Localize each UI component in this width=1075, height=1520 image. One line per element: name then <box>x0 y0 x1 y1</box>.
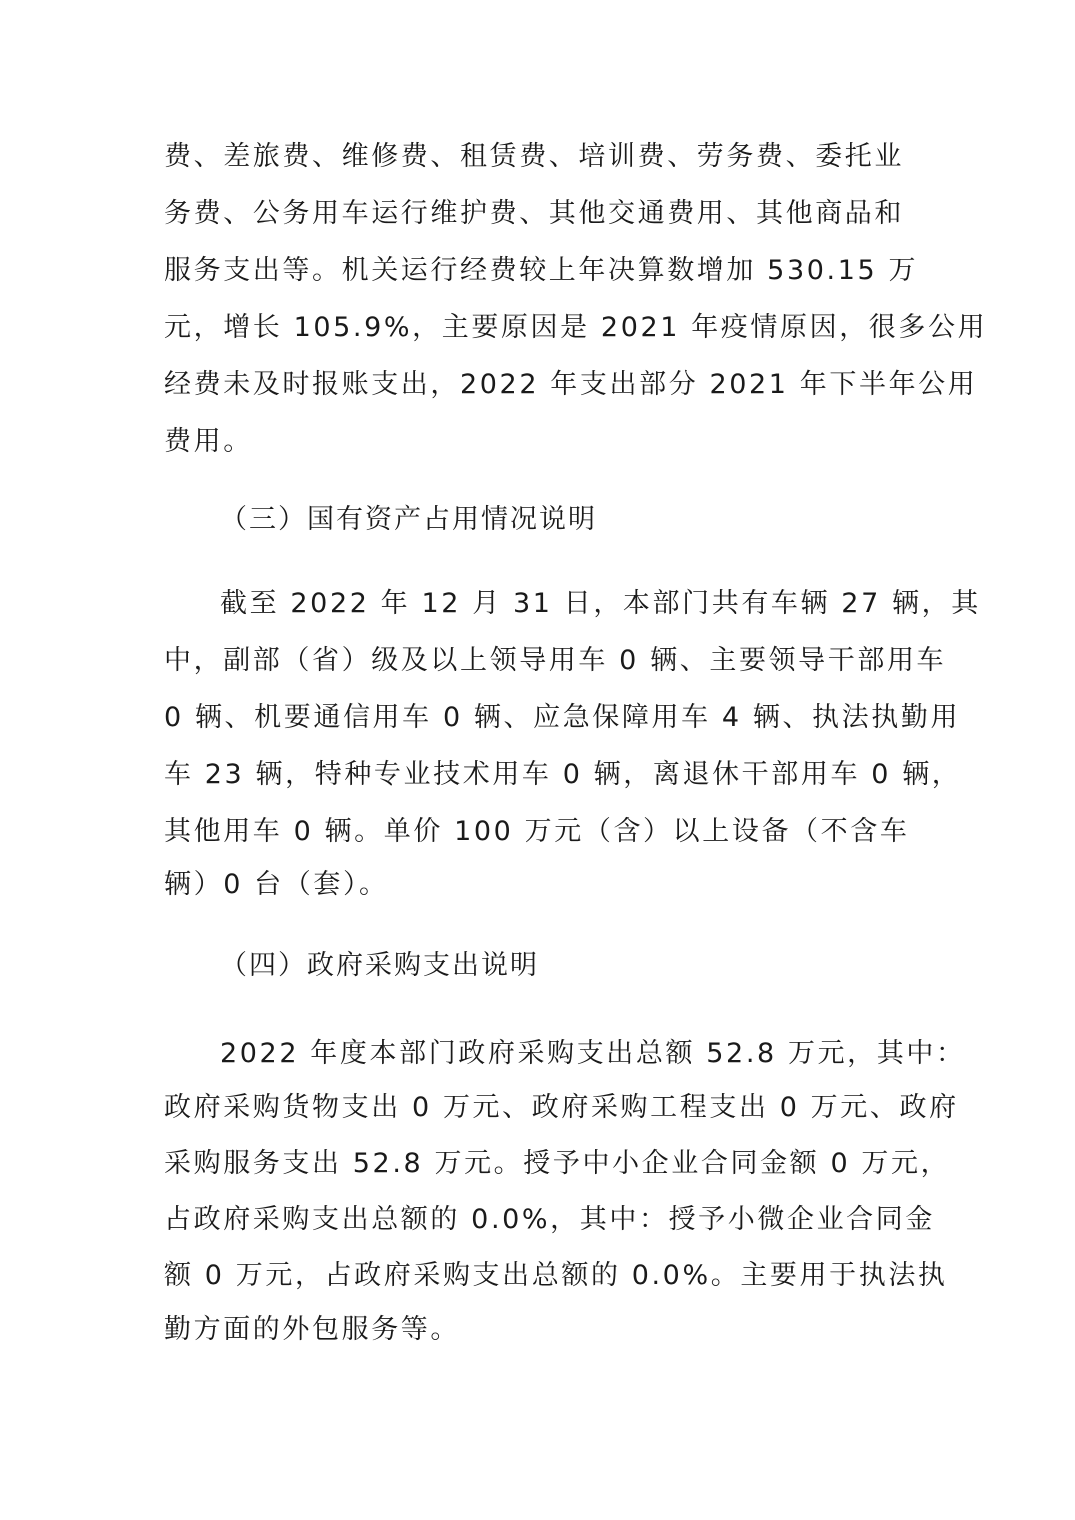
text-line: 辆）0 台（套）。 <box>164 869 389 900</box>
text-line: 占政府采购支出总额的 0.0%，其中：授予小微企业合同金 <box>164 1204 935 1235</box>
text-line: 服务支出等。机关运行经费较上年决算数增加 530.15 万 <box>164 255 919 286</box>
text-line: 中，副部（省）级及以上领导用车 0 辆、主要领导干部用车 <box>164 645 947 676</box>
text-line: 政府采购货物支出 0 万元、政府采购工程支出 0 万元、政府 <box>164 1092 959 1123</box>
text-line: 额 0 万元，占政府采购支出总额的 0.0%。主要用于执法执 <box>164 1260 948 1291</box>
text-line: 务费、公务用车运行维护费、其他交通费用、其他商品和 <box>164 198 904 229</box>
section-heading-government-procurement: （四）政府采购支出说明 <box>220 950 539 981</box>
text-line: 其他用车 0 辆。单价 100 万元（含）以上设备（不含车 <box>164 816 910 847</box>
text-line: 费用。 <box>164 426 253 457</box>
text-line: 0 辆、机要通信用车 0 辆、应急保障用车 4 辆、执法执勤用 <box>164 702 961 733</box>
text-line: 费、差旅费、维修费、租赁费、培训费、劳务费、委托业 <box>164 141 904 172</box>
text-line: 勤方面的外包服务等。 <box>164 1314 460 1345</box>
text-line: 经费未及时报账支出，2022 年支出部分 2021 年下半年公用 <box>164 369 978 400</box>
text-line: 2022 年度本部门政府采购支出总额 52.8 万元，其中： <box>220 1038 966 1069</box>
text-line: 采购服务支出 52.8 万元。授予中小企业合同金额 0 万元， <box>164 1148 951 1179</box>
section-heading-state-assets: （三）国有资产占用情况说明 <box>220 504 597 535</box>
text-line: 元，增长 105.9%，主要原因是 2021 年疫情原因，很多公用 <box>164 312 988 343</box>
text-line: 截至 2022 年 12 月 31 日，本部门共有车辆 27 辆，其 <box>220 588 981 619</box>
text-line: 车 23 辆，特种专业技术用车 0 辆，离退休干部用车 0 辆， <box>164 759 962 790</box>
